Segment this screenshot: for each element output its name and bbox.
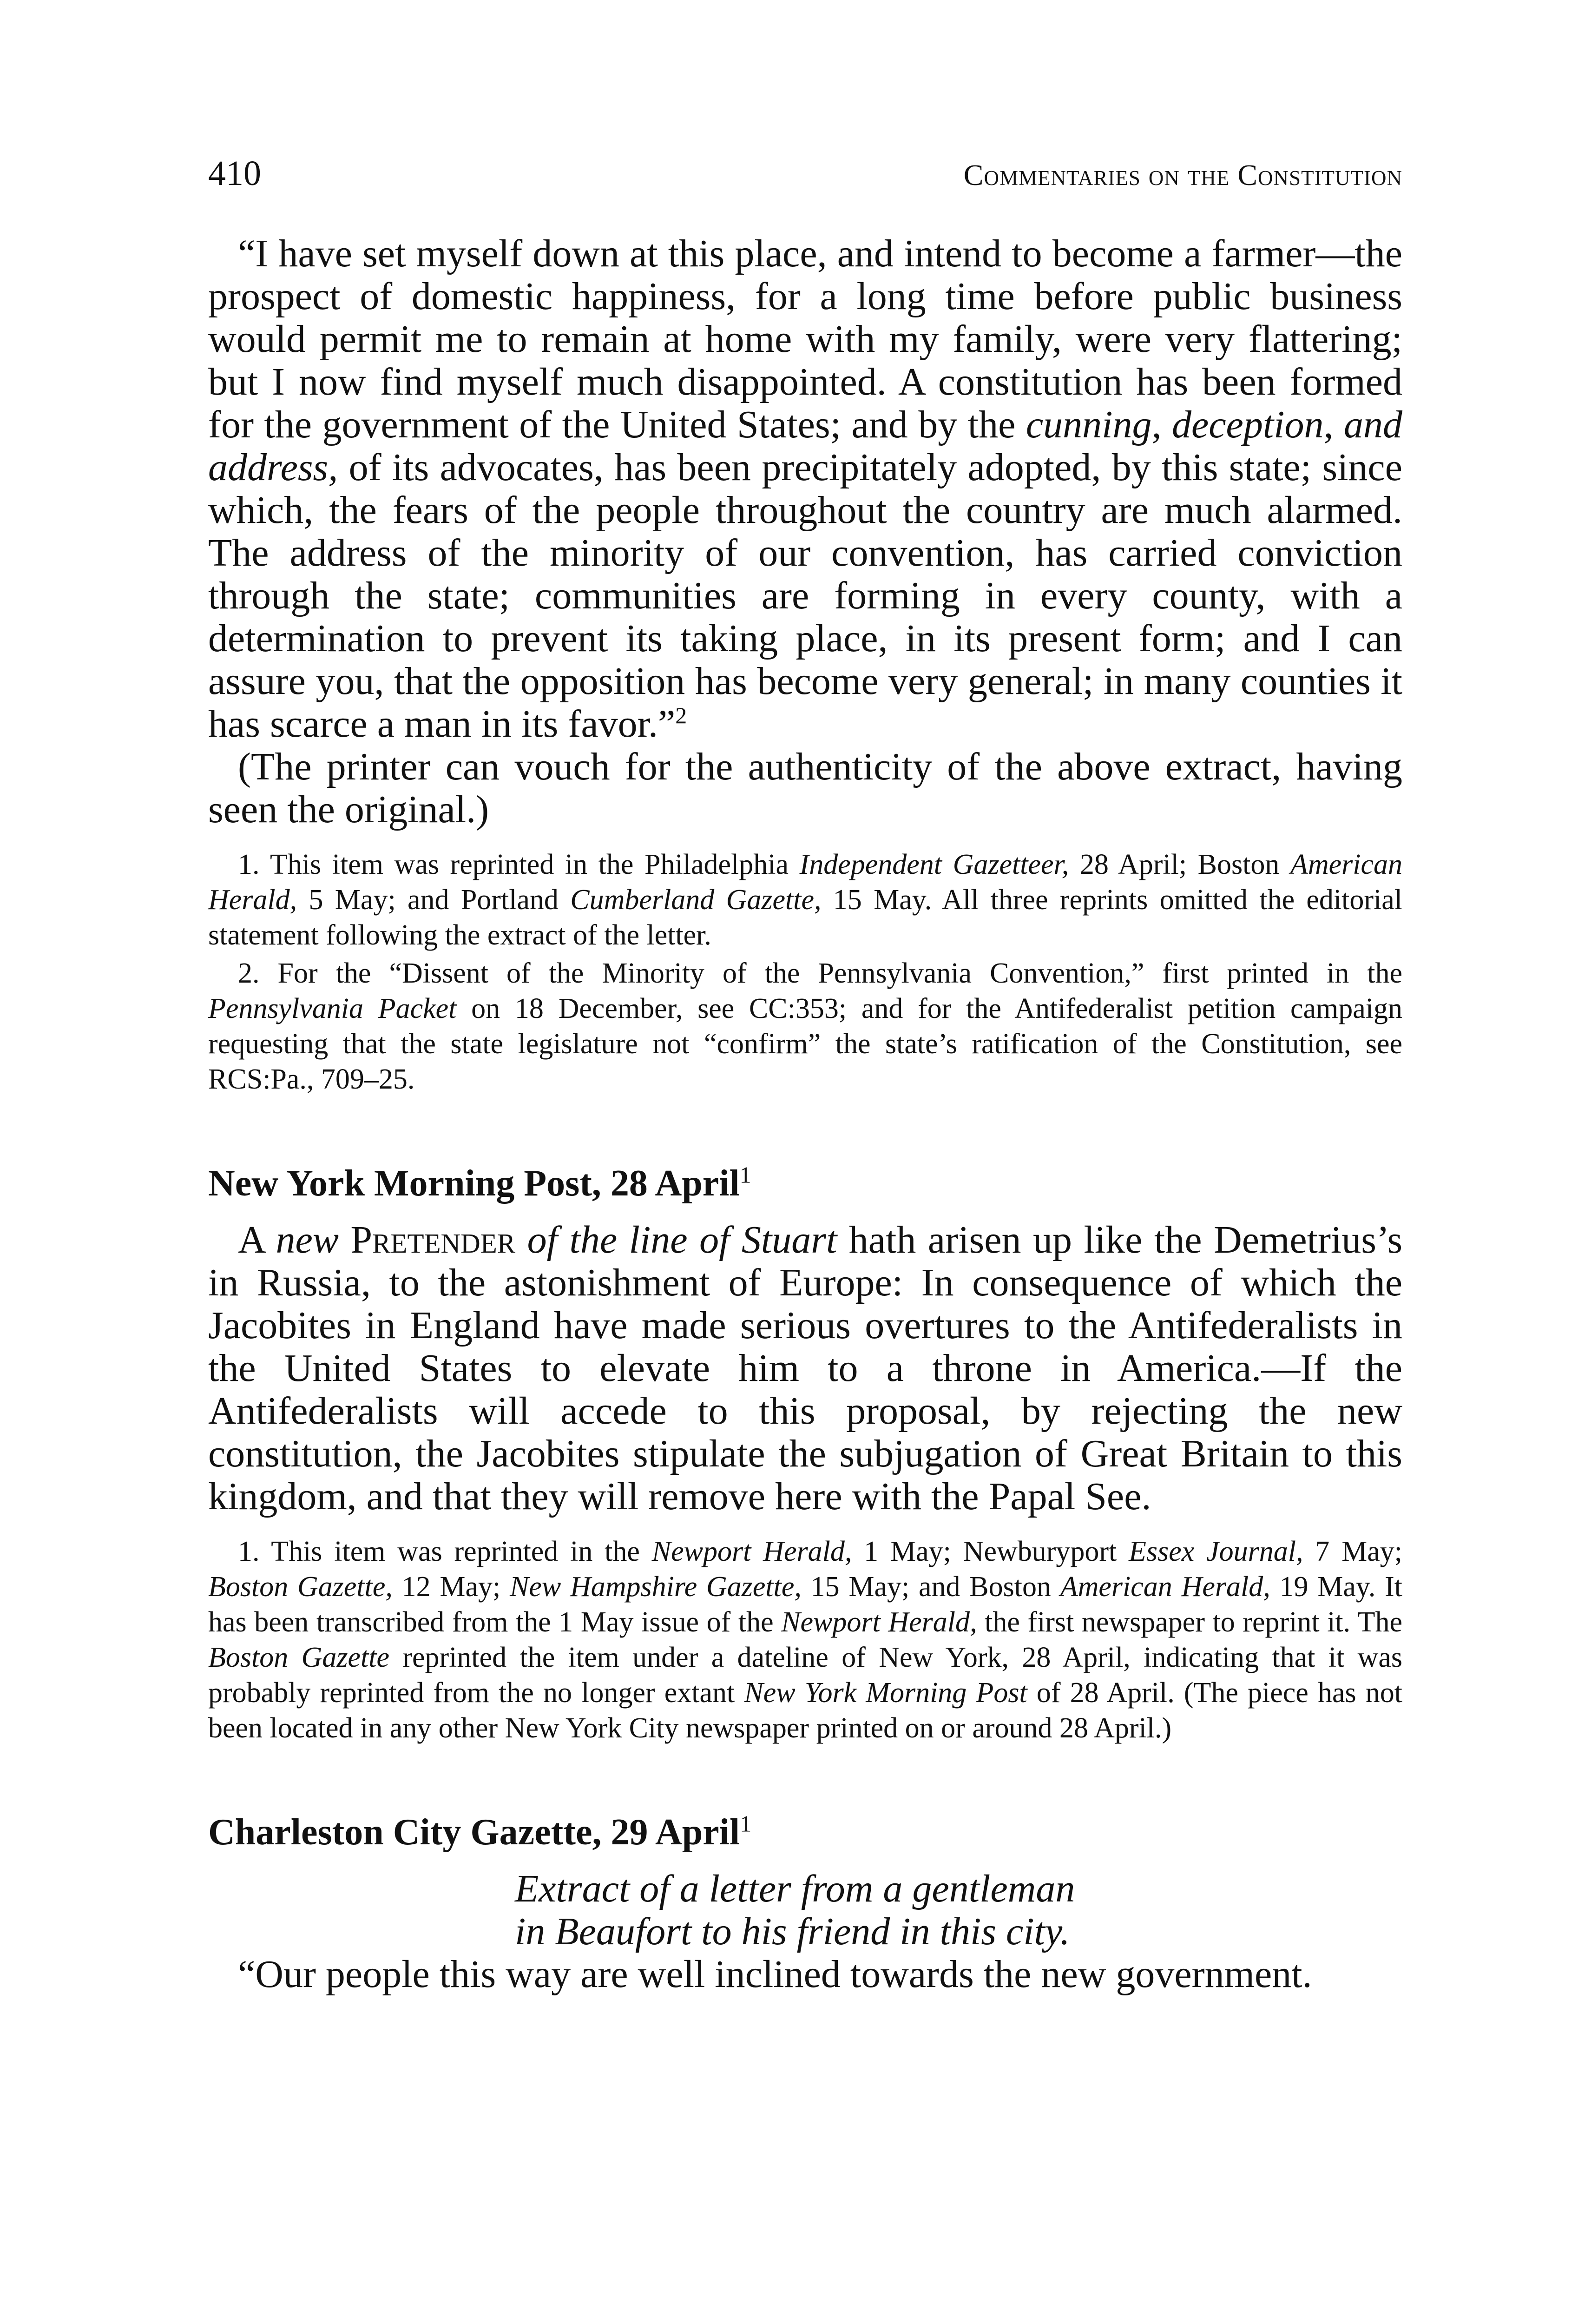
footnote-2: 2. For the “Dissent of the Minority of the Pennsylvania Convention,” first printed in the Pennsylvania Packet on 18 December, see CC:353; and for the Antifederalist petition campaign requesting that the state legislature not “confirm” the state’s ratification of the Constitution, see RCS:Pa., 709–25. — [208, 957, 1402, 1095]
document-page — [208, 153, 1402, 1996]
letter-extract-paragraph: “I have set myself down at this place, and intend to become a farmer—the prospect of domestic happiness, for a long time before public business would permit me to remain at home with my family, were very flattering; but I now find myself much disappointed. A constitution has been formed for the government of the United States; and by the cunning, deception, and address, of its advocates, has been precipitately adopted, by this state; since which, the fears of the people throughout the country are much alarmed. The address of the minority of our convention, has carried conviction through the state; communities are forming in every county, with a determination to prevent its taking place, in its present form; and I can assure you, that the opposition has become very general; in many counties it has scarce a man in its favor.”$^2$ — [208, 232, 1402, 746]
footnote-ref: 2 — [675, 702, 687, 728]
section-heading-charleston: Charleston City Gazette, 29 April$^1$ — [208, 1810, 752, 1853]
footnote-1: 1. This item was reprinted in the Newport Herald, 1 May; Newburyport Essex Journal, 7 May; Boston Gazette, 12 May; New Hampshire Gazette, 15 May; and Boston American Herald, 19 May. It has been transcribed from the 1 May issue of the Newport Herald, the first newspaper to reprint it. The Boston Gazette reprinted the item under a dateline of New York, 28 April, indicating that it was probably reprinted from the no longer extant New York Morning Post of 28 April. (The piece has not been located in any other New York City newspaper printed on or around 28 April.) — [208, 1536, 1402, 1744]
running-header — [208, 153, 1402, 205]
running-title: Commentaries on the Constitution — [963, 158, 1402, 191]
dateline-line-2: in Beaufort to his friend in this city. — [515, 1910, 1070, 1953]
footnote-1: 1. This item was reprinted in the Philadelphia Independent Gazetteer, 28 April; Boston American Herald, 5 May; and Portland Cumberland Gazette, 15 May. All three reprints omitted the editorial statement following the extract of the letter. — [208, 849, 1403, 951]
footnote-ref: 1 — [739, 1162, 751, 1188]
footnotes — [208, 847, 1402, 1097]
charleston-paragraph: “Our people this way are well inclined towards the new government. — [238, 1953, 1312, 1996]
printer-note-paragraph: (The printer can vouch for the authenticity of the above extract, having seen the original.) — [208, 745, 1402, 831]
dateline-line-1: Extract of a letter from a gentleman — [515, 1867, 1075, 1910]
new-york-paragraph: A new Pretender of the line of Stuart hath arisen up like the Demetrius’s in Russia, to the astonishment of Europe: In consequence of which the Jacobites in England have made serious overtures to the Antifederalists in the United States to elevate him to a throne in America.—If the Antifederalists will accede to this proposal, by rejecting the new constitution, the Jacobites stipulate the subjugation of Great Britain to this kingdom, and that they will remove here with the Papal See. — [208, 1218, 1403, 1518]
section-heading-new-york: New York Morning Post, 28 April$^1$ — [208, 1162, 751, 1204]
footnote-ref: 1 — [740, 1810, 752, 1837]
footnotes-new-york — [208, 1534, 1402, 1746]
page-number: 410 — [208, 154, 261, 193]
